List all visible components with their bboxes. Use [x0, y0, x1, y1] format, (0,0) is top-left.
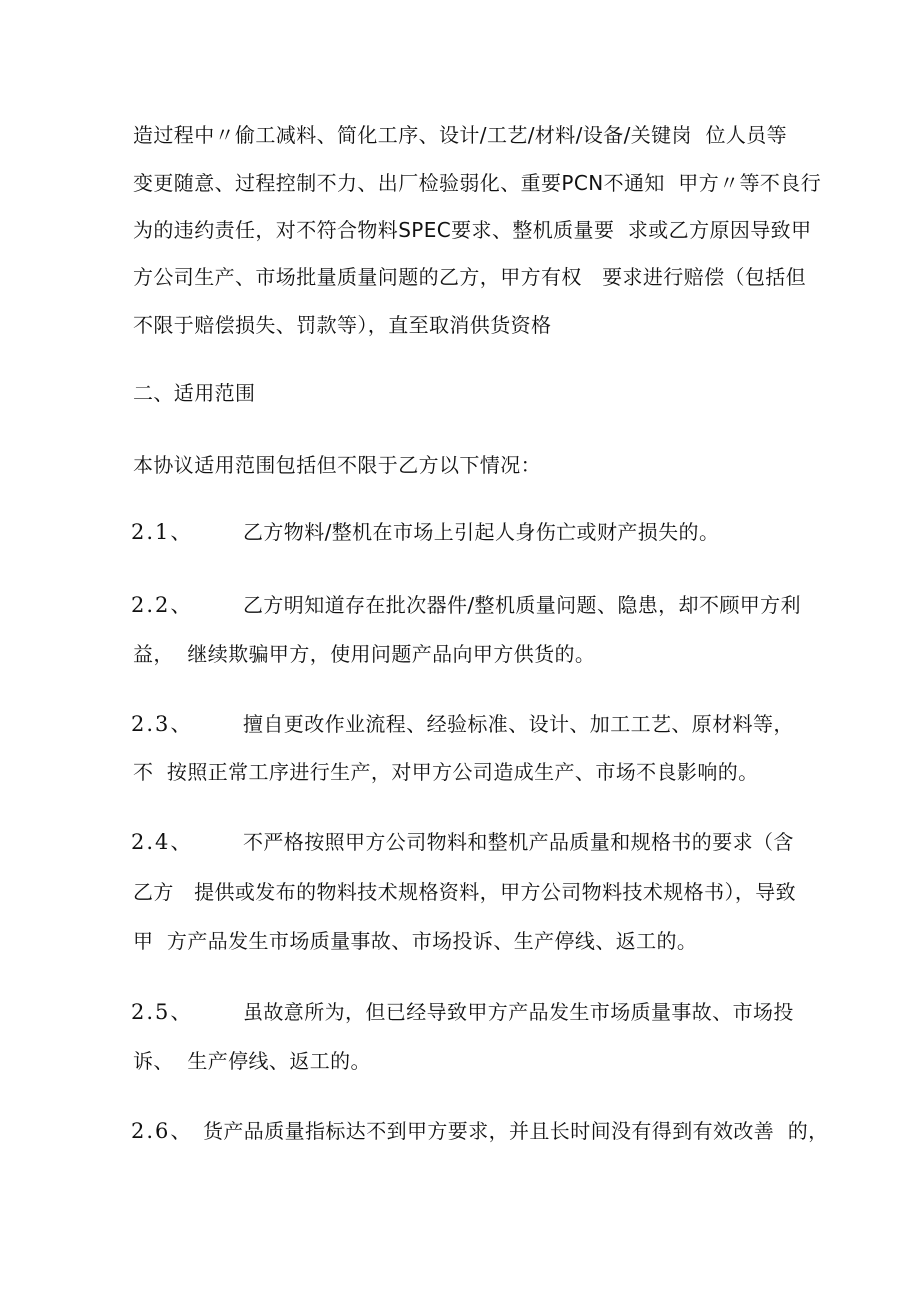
intro-line-4: 方公司生产、市场批量质量问题的乙方，甲方有权 要求进行赔偿（包括但	[133, 265, 807, 289]
clause-number: 2.5、	[131, 1000, 194, 1024]
intro-line-2: 变更随意、过程控制不力、出厂检验弱化、重要PCN不通知 甲方〃等不良行	[133, 171, 822, 195]
section-heading: 二、适用范围	[133, 381, 256, 405]
clause-text: 益， 继续欺骗甲方，使用问题产品向甲方供货的。	[133, 642, 596, 666]
clause-number: 2.4、	[131, 830, 194, 854]
clause-number: 2.3、	[131, 712, 194, 736]
clause-text: 不严格按照甲方公司物料和整机产品质量和规格书的要求（含	[243, 830, 794, 854]
section-intro: 本协议适用范围包括但不限于乙方以下情况：	[133, 453, 541, 477]
clause-text: 不 按照正常工序进行生产，对甲方公司造成生产、市场不良影响的。	[133, 760, 759, 784]
clause-text: 乙方明知道存在批次器件/整机质量问题、隐患，却不顾甲方利	[243, 593, 801, 617]
intro-line-1: 造过程中〃偷工减料、简化工序、设计/工艺/材料/设备/关键岗 位人员等	[133, 123, 788, 147]
intro-line-3: 为的违约责任，对不符合物料SPEC要求、整机质量要 求或乙方原因导致甲	[133, 218, 812, 242]
clause-text: 乙方物料/整机在市场上引起人身伤亡或财产损失的。	[243, 520, 720, 544]
clause-number: 2.1、	[131, 520, 194, 544]
clause-text: 货产品质量指标达不到甲方要求，并且长时间没有得到有效改善 的，	[203, 1119, 829, 1143]
clause-text: 甲 方产品发生市场质量事故、市场投诉、生产停线、返工的。	[133, 929, 698, 953]
intro-line-5: 不限于赔偿损失、罚款等），直至取消供货资格	[133, 313, 552, 337]
clause-text: 乙方 提供或发布的物料技术规格资料，甲方公司物料技术规格书），导致	[133, 880, 797, 904]
clause-text: 虽故意所为，但已经导致甲方产品发生市场质量事故、市场投	[243, 1000, 794, 1024]
clause-text: 擅自更改作业流程、经验标准、设计、加工工艺、原材料等，	[243, 712, 794, 736]
clause-text: 诉、 生产停线、返工的。	[133, 1049, 371, 1073]
clause-number: 2.6、	[131, 1119, 194, 1143]
clause-number: 2.2、	[131, 593, 194, 617]
